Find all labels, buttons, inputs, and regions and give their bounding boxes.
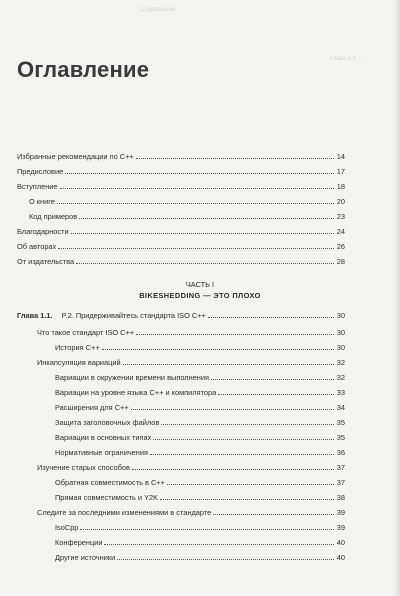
toc-entry[interactable] [17,256,345,266]
toc-entry[interactable] [17,181,345,191]
toc-entry-page: 30 [336,343,345,352]
leader-dots [213,513,334,515]
toc-entry-title: Прямая совместимость и Y2K [55,493,159,502]
toc-entry-page: 14 [336,152,345,161]
toc-chapter-entry[interactable] [17,310,345,320]
toc-entry[interactable] [37,462,345,472]
toc-entry[interactable] [55,537,345,547]
leader-dots [211,378,334,380]
toc-entry-title: Следите за последними изменениями в стандарте [37,508,212,517]
toc-entry[interactable] [55,342,345,352]
leader-dots [117,558,334,560]
toc-entry[interactable] [29,196,345,206]
toc-entry[interactable] [55,552,345,562]
toc-entry-page: 35 [336,433,345,442]
toc-entry-title: Конференции [55,538,103,547]
leader-dots [57,202,334,204]
toc-entry-title: Нормативные ограничения [55,448,148,457]
leader-dots [76,262,334,264]
leader-dots [132,468,334,470]
leader-dots [65,172,334,174]
toc-entry-title: Вариации в окружении времени выполнения [55,373,210,382]
leader-dots [136,333,334,335]
bleed-through-header: Содержание [140,7,176,13]
toc-entry[interactable] [55,492,345,502]
leader-dots [153,438,334,440]
leader-dots [208,316,334,318]
toc-entry-title: История C++ [55,343,100,352]
toc-entry[interactable] [37,327,345,337]
page-title: Оглавление [17,57,150,82]
leader-dots [160,498,334,500]
toc-entry-title: IsoCpp [55,523,79,532]
toc-entry-title: О книге [29,197,55,206]
toc-entry-title: Благодарности [17,227,69,236]
toc-entry-title: Расширения для C++ [55,403,129,412]
toc-entry[interactable] [55,432,345,442]
toc-entry-page: 33 [336,388,345,397]
toc-entry[interactable] [17,226,345,236]
toc-entry-title: Предисловие [17,167,64,176]
leader-dots [131,408,334,410]
leader-dots [150,453,334,455]
bleed-through-text: Глава 1.1 … [330,56,364,62]
toc-entry-title: Вступление [17,182,58,191]
leader-dots [167,483,334,485]
toc-entry-page: 23 [336,212,345,221]
leader-dots [218,393,334,395]
toc-entry-title: Код примеров [29,212,78,221]
toc-entry[interactable] [55,522,345,532]
toc-entry-title: Избранные рекомендации по C++ [17,152,134,161]
toc-entry-title: Другие источники [55,553,116,562]
leader-dots [80,528,334,530]
toc-entry[interactable] [29,211,345,221]
part-label: ЧАСТЬ I [185,280,215,289]
toc-entry-page: 20 [336,197,345,206]
leader-dots [104,543,334,545]
toc-entry-title: Изучение старых способов [37,463,130,472]
toc-entry[interactable] [17,241,345,251]
toc-entry-page: 24 [336,227,345,236]
toc-entry[interactable] [55,477,345,487]
toc-entry-page: 38 [336,493,345,502]
toc-entry-page: 37 [336,463,345,472]
toc-entry-page: 39 [336,523,345,532]
toc-entry[interactable] [55,447,345,457]
toc-entry-page: 17 [336,167,345,176]
toc-entry-page: 36 [336,448,345,457]
toc-entry-page: 35 [336,418,345,427]
toc-entry-page: 37 [336,478,345,487]
page-edge-shadow [394,0,400,596]
toc-entry-page: 34 [336,403,345,412]
leader-dots [161,423,334,425]
toc-entry[interactable] [17,166,345,176]
leader-dots [60,187,334,189]
leader-dots [58,247,334,249]
toc-entry-page: 28 [336,257,345,266]
leader-dots [79,217,334,219]
toc-entry-title: Инкапсуляция вариаций [37,358,121,367]
toc-entry-page: 40 [336,538,345,547]
toc-entry-title: Вариации на уровне языка C++ и компилятора [55,388,217,397]
toc-entry-title: Об авторах [17,242,57,251]
toc-entry-page: 18 [336,182,345,191]
toc-entry-title: Защита заголовочных файлов [55,418,160,427]
leader-dots [102,348,334,350]
toc-entry-title: Что такое стандарт ISO C++ [37,328,135,337]
toc-entry-page: 30 [336,311,345,320]
part-title: BIKESHEDDING — ЭТО ПЛОХО [139,291,261,300]
toc-entry-page: 32 [336,373,345,382]
toc-entry-page: 32 [336,358,345,367]
toc-entry-title: P.2. Придерживайтесь стандарта ISO C++ [61,311,206,320]
toc-entry[interactable] [55,372,345,382]
toc-entry[interactable] [37,507,345,517]
leader-dots [136,157,334,159]
chapter-number: Глава 1.1. [17,311,53,320]
toc-entry-page: 30 [336,328,345,337]
toc-entry-page: 39 [336,508,345,517]
toc-entry[interactable] [55,417,345,427]
toc-entry[interactable] [55,402,345,412]
leader-dots [71,232,334,234]
toc-entry[interactable] [37,357,345,367]
toc-entry[interactable] [55,387,345,397]
toc-entry-page: 40 [336,553,345,562]
leader-dots [123,363,334,365]
toc-entry-page: 26 [336,242,345,251]
toc-entry-title: Обратная совместимость в C++ [55,478,165,487]
toc-entry-title: От издательства [17,257,75,266]
toc-entry[interactable] [17,151,345,161]
toc-entry-title: Вариации в основных типах [55,433,152,442]
